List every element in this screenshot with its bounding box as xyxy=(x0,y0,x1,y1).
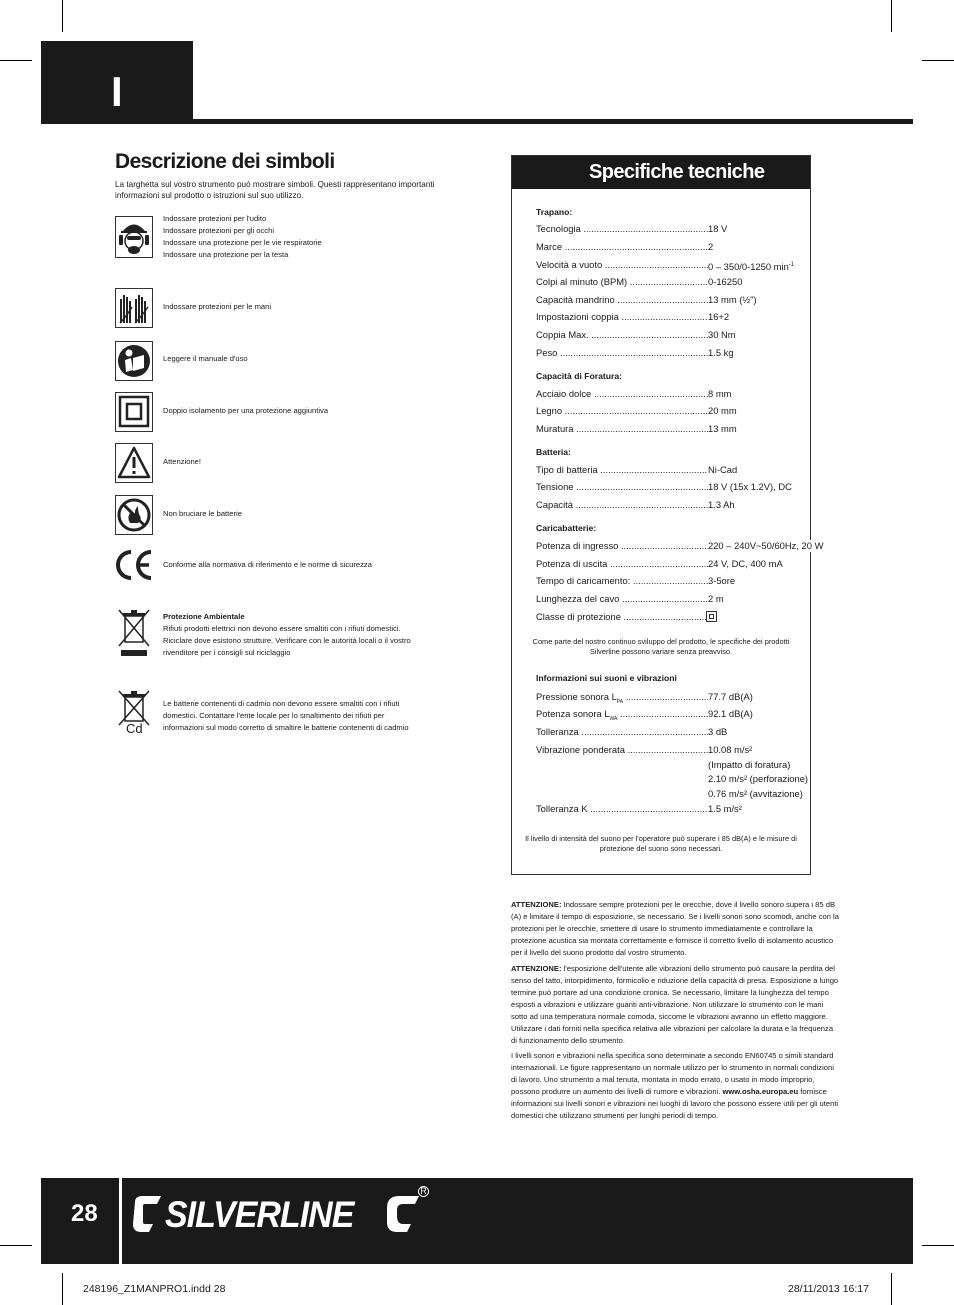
symbol-insulation-text: Doppio isolamento per una protezione aggiuntiva xyxy=(163,406,329,415)
brand-logo xyxy=(137,1192,354,1236)
spec-row: Velocità a vuoto ..... 0 – 350/0-1250 $\min^{-1}$ xyxy=(536,259,806,271)
symbol-line: Indossare protezioni per l'udito xyxy=(163,214,267,223)
spec-row: Tolleranza ..... 3 dB xyxy=(536,726,806,738)
cd-label: Cd xyxy=(126,721,143,736)
symbol-line: Indossare una protezione per la testa xyxy=(163,250,289,259)
ppe-icon xyxy=(115,216,153,258)
file-info: 248196_Z1MANPRO1.indd 28 xyxy=(83,1283,226,1295)
vibration-extra: 2.10 m/s² (perforazione) xyxy=(708,773,809,784)
symbol-line: Rifiuti prodotti elettrici non devono essere smaltiti con i rifiuti domestici. xyxy=(163,624,401,633)
spec-note: Il livello di intensità del suono per l'operatore può superare i 85 dB(A) e le misure di protezione del suono sono necessari. xyxy=(525,834,797,853)
symbol-line: Indossare una protezione per le vie respiratorie xyxy=(163,238,322,247)
vibration-extra: 0.76 m/s² (avvitazione) xyxy=(708,788,803,799)
spec-row: Classe di protezione ..... xyxy=(536,611,806,623)
crop-mark xyxy=(922,60,954,61)
header-rule xyxy=(41,119,913,124)
spec-group-heading: Caricabatterie: xyxy=(536,523,597,533)
symbol-gloves-text: Indossare protezioni per le mani xyxy=(163,302,272,311)
crop-mark xyxy=(922,1245,954,1246)
spec-row: Muratura ..... 13 mm xyxy=(536,423,806,435)
warning-body: Indossare sempre protezioni per le orecchie, dove il livello sonoro supera i 85 dB (A) e limitare il tempo di esposizione, se necessario. Se i livelli sonori sono scomodi, anche con la protezioni per le orecchie, smettere di usare lo strumento immediatamente e controllare la protezione acustica sia montata correttamente e fornisce il corretto livello di isolamento acustico per il livello del suono prodotto dal vostro strumento. xyxy=(511,900,839,957)
symbol-warning-text: Attenzione! xyxy=(163,457,201,466)
footer-bar xyxy=(41,1178,913,1264)
spec-row: Tolleranza K ..... 1.5 m/s² xyxy=(536,803,806,815)
symbol-manual-text: Leggere il manuale d'uso xyxy=(163,354,248,363)
crop-mark xyxy=(62,0,63,32)
spec-group-heading: Informazioni sui suoni e vibrazioni xyxy=(536,673,677,683)
spec-row: Vibrazione ponderata ..... 10.08 m/s² xyxy=(536,744,806,756)
symbol-line: Indossare protezioni per gli occhi xyxy=(163,226,275,235)
symbol-heading: Protezione Ambientale xyxy=(163,612,245,621)
spec-row: Coppia Max. ..... 30 Nm xyxy=(536,329,806,341)
spec-row: Colpi al minuto (BPM) ..... 0-16250 xyxy=(536,276,806,288)
double-insulation-icon xyxy=(115,392,153,432)
spec-row: Legno ..... 20 mm xyxy=(536,405,806,417)
no-burn-battery-icon xyxy=(115,495,153,535)
symbol-line: Le batterie contenenti di cadmio non devono essere smaltiti con i rifiuti xyxy=(163,699,400,708)
spec-row: Capacità mandrino ..... 13 mm (½") xyxy=(536,294,806,306)
spec-row: Potenza di uscita ..... 24 V, DC, 400 mA xyxy=(536,558,806,570)
spec-row: Tensione ..... 18 V (15x 1.2V), DC xyxy=(536,481,806,493)
standards-body: I livelli sonori e vibrazioni nella specifica sono determinate a secondo EN60745 o simili standard internazionali. Le figure rappresentano un normale utilizzo per lo strumento in normali condizioni di lavoro. Uno strumento a mal tenuta, montata in modo errato, o usato in modo improprio, possono produrre un aumento dei livelli di rumore e vibrazioni. xyxy=(511,1051,834,1096)
registered-mark: R xyxy=(418,1186,429,1197)
footer-divider xyxy=(119,1178,122,1264)
language-code: I xyxy=(111,68,123,115)
standards-body: fornisce informazioni sui livelli sonori e vibrazioni nei luoghi di lavoro che possono essere utili per gli utenti domestici che utilizzano strumenti per lunghi periodi di tempo. xyxy=(511,1087,839,1120)
spec-header xyxy=(512,156,810,189)
symbol-weee-text xyxy=(163,611,443,659)
spec-row: Acciaio dolce ..... 8 mm xyxy=(536,388,806,400)
warning-label: ATTENZIONE: xyxy=(511,964,562,973)
warning-label: ATTENZIONE: xyxy=(511,900,562,909)
spec-row: Impostazioni coppia ..... 16+2 xyxy=(536,311,806,323)
spec-note: Come parte del nostro continuo sviluppo del prodotto, le specifiche dei prodotti Silverline possono variare senza preavviso. xyxy=(532,637,790,656)
spec-row: Potenza di ingresso ..... 220 – 240V~50/60Hz, 20 W xyxy=(536,540,806,552)
warning-body: l'esposizione dell'utente alle vibrazioni dello strumento può causare la perdita del senso del tatto, intorpidimento, formicolio e riduzione della capacità di presa. Esposizione a lungo termine può portare ad una condizione cronica. Se necessario, limitare la lunghezza del tempo esposti a vibrazioni e utilizzare guanti anti-vibrazione. Non utilizzare lo strumento con le mani sotto ad una temperatura normale comoda, siccome le vibrazioni avranno un effetto maggiore. Utilizzare i dati forniti nella specifica relativa alle vibrazioni per calcolare la durata e la frequenza di funzionamento dello strumento. xyxy=(511,964,839,1045)
symbol-line: domestici. Contattare l'ente locale per lo smaltimento dei rifiuti per xyxy=(163,711,385,720)
crop-mark xyxy=(0,1245,32,1246)
crop-mark xyxy=(62,1273,63,1305)
spec-row: Capacità ..... 1.3 Ah xyxy=(536,499,806,511)
spec-box xyxy=(511,155,824,875)
symbols-title: Descrizione dei simboli xyxy=(115,150,335,173)
spec-group-heading: Batteria: xyxy=(536,447,571,457)
symbol-ce-text: Conforme alla normativa di riferimento e le norme di sicurezza xyxy=(163,560,372,569)
spec-row: Potenza sonora $L_{WA}$ ..... 92.1 dB(A) xyxy=(536,708,806,720)
spec-row: Peso ..... 1.5 kg xyxy=(536,347,806,359)
symbol-ppe-text xyxy=(163,213,443,261)
vibration-extra: (Impatto di foratura) xyxy=(708,759,791,770)
gloves-icon xyxy=(115,288,153,328)
page-number-box xyxy=(41,1178,119,1264)
page-number: 28 xyxy=(71,1200,98,1227)
crop-mark xyxy=(0,60,32,61)
osha-link[interactable]: www.osha.europa.eu xyxy=(722,1087,799,1096)
symbol-cd-text xyxy=(163,698,443,734)
double-insulation-icon xyxy=(706,611,717,622)
symbol-line: Riciclare dove esistono strutture. Verificare con le autorità locali o il vostro xyxy=(163,636,411,645)
spec-row: Marce ..... 2 xyxy=(536,241,806,253)
manual-icon xyxy=(115,341,153,381)
spec-row: Lunghezza del cavo ..... 2 m xyxy=(536,593,806,605)
brand-name: SILVERLINE xyxy=(165,1194,354,1236)
spec-row: Pressione sonora $L_{PA}$ ..... 77.7 dB(A) xyxy=(536,691,806,703)
language-tab xyxy=(41,41,193,123)
symbol-line: rivenditore per i consigli sul riciclaggio xyxy=(163,648,291,657)
symbol-noburn-text: Non bruciare le batterie xyxy=(163,509,242,518)
print-datetime: 28/11/2013 16:17 xyxy=(788,1283,869,1295)
spec-group-heading: Trapano: xyxy=(536,207,573,217)
standards-paragraph xyxy=(511,1050,839,1122)
spec-row: Tecnologia ..... 18 V xyxy=(536,223,806,235)
crop-mark xyxy=(891,1273,892,1305)
crop-mark xyxy=(891,0,892,32)
warning-icon xyxy=(115,443,153,483)
warning-paragraph xyxy=(511,963,839,1047)
ce-mark-icon xyxy=(113,548,155,582)
weee-bin-icon xyxy=(117,608,151,658)
symbol-line: informazioni sul modo corretto di smaltire le batterie contenenti di cadmio xyxy=(163,723,409,732)
spec-title: Specifiche tecniche xyxy=(589,161,765,183)
cd-battery-bin-icon xyxy=(117,689,151,739)
spec-group-heading: Capacità di Foratura: xyxy=(536,371,622,381)
warning-paragraph xyxy=(511,899,839,959)
spec-row: Tempo di caricamento: ..... 3-5ore xyxy=(536,575,806,587)
spec-row: Tipo di batteria ..... Ni-Cad xyxy=(536,464,806,476)
symbols-intro: La targhetta sul vostro strumento può mostrare simboli. Questi rappresentano importanti informazioni sul prodotto o istruzioni sul suo utilizzo. xyxy=(115,180,435,200)
